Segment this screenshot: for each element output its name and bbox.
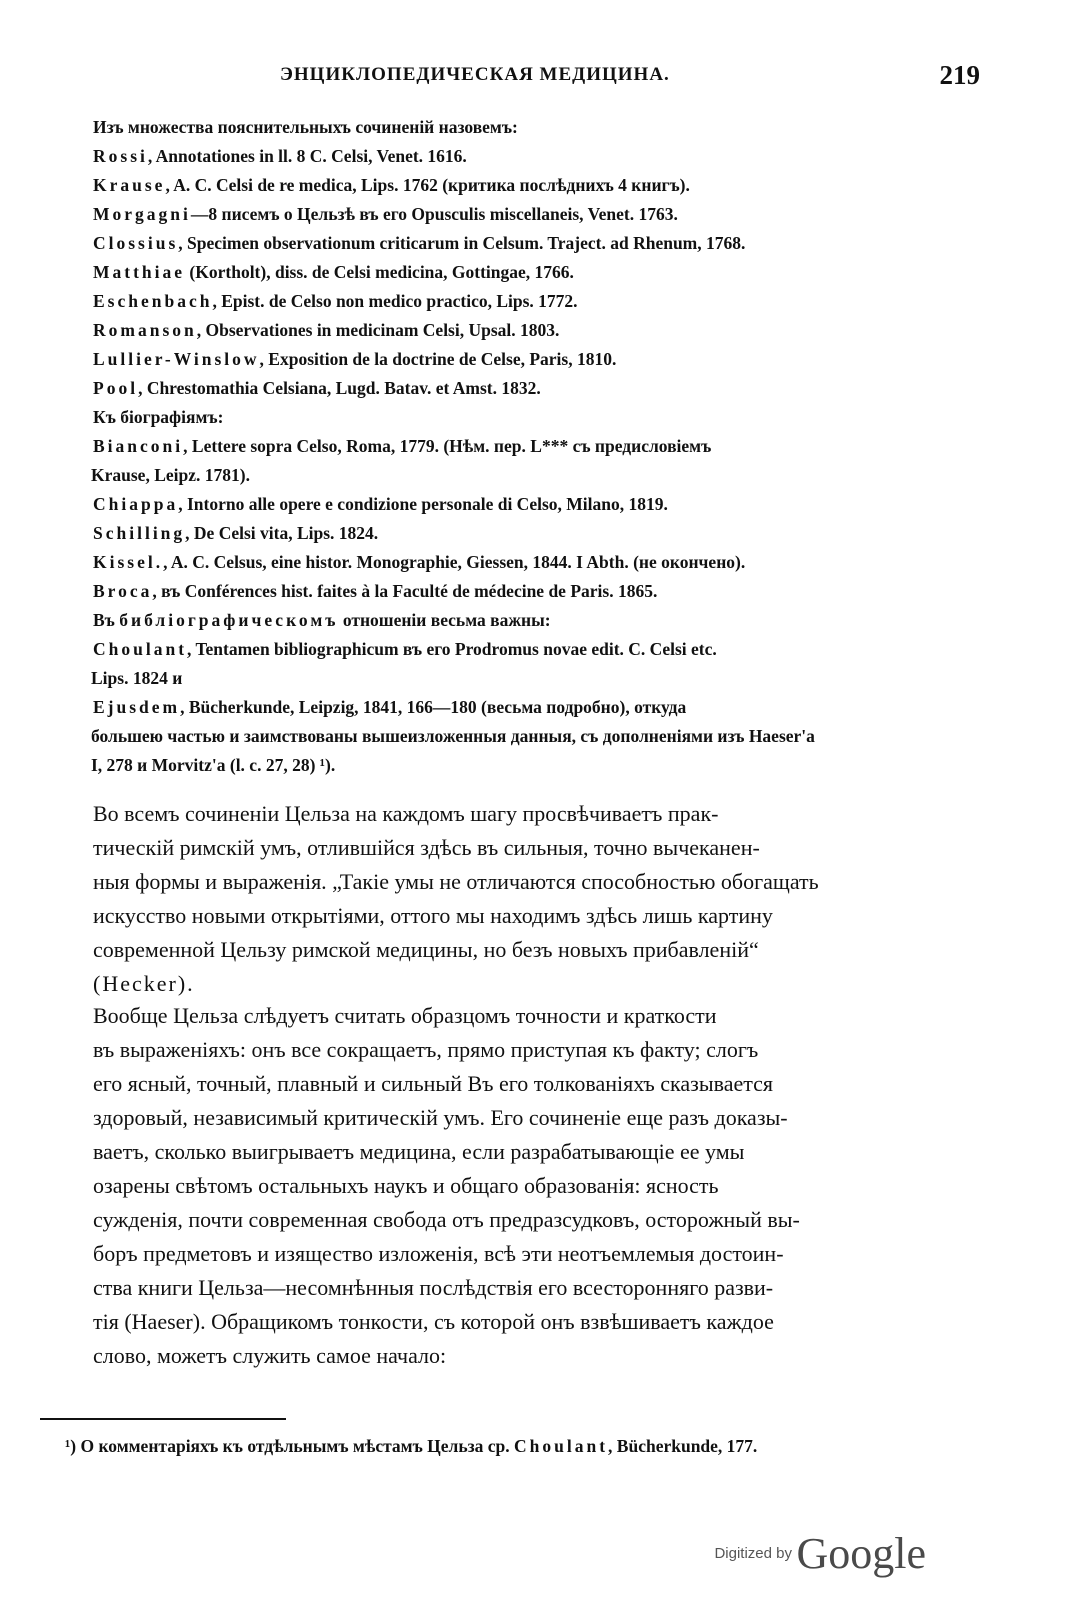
text-line: искусство новыми открытіями, оттого мы находимъ здѣсь лишь картину	[93, 903, 773, 928]
text-line: боръ предметовъ и изящество изложенія, всѣ эти неотъемлемыя достоин-	[93, 1241, 784, 1266]
bib-entry: Eschenbach, Epist. de Celso non medico practico, Lips. 1772.	[93, 291, 578, 311]
text-line: Во всемъ сочиненіи Цельза на каждомъ шагу просвѣчиваетъ прак-	[93, 801, 719, 826]
text-line: его ясный, точный, плавный и сильный Въ его толкованіяхъ сказывается	[93, 1071, 774, 1096]
bib-entry: Bianconi, Lettere sopra Celso, Roma, 1779. (Нѣм. пер. L*** съ предисловіемъ	[93, 436, 712, 456]
text-line: въ выраженіяхъ: онъ все сокращаетъ, прямо приступая къ факту; слогъ	[93, 1037, 759, 1062]
bib-entry: Matthiae (Kortholt), diss. de Celsi medicina, Gottingae, 1766.	[93, 262, 574, 282]
bib-entry: Rossi, Annotationes in ll. 8 C. Celsi, Venet. 1616.	[93, 146, 467, 166]
text-line: тія (Haeser). Обращикомъ тонкости, съ которой онъ взвѣшиваетъ каждое	[93, 1309, 774, 1334]
bib-entry: Romanson, Observationes in medicinam Celsi, Upsal. 1803.	[93, 320, 560, 340]
footnote-rule	[40, 1418, 286, 1420]
text-line: (Hecker).	[93, 971, 195, 996]
text-line: слово, можетъ служить самое начало:	[93, 1343, 447, 1368]
bib-entry-continuation: Krause, Leipz. 1781).	[91, 465, 250, 485]
bib-entry: Clossius, Specimen observationum criticarum in Celsum. Traject. ad Rhenum, 1768.	[93, 233, 746, 253]
bib-entry: Lullier-Winslow, Exposition de la doctrine de Celse, Paris, 1810.	[93, 349, 617, 369]
bib-entry: Kissel., A. C. Celsus, eine histor. Monographie, Giessen, 1844. I Abth. (не окончено).	[93, 552, 746, 572]
bibliographic-heading: Въ библіографическомъ отношеніи весьма важны:	[93, 610, 551, 630]
text-line: современной Цельзу римской медицины, но безъ новыхъ прибавленій“	[93, 937, 759, 962]
footnote-author: Choulant	[514, 1436, 609, 1456]
text-line: ства книги Цельза—несомнѣнныя послѣдствія его всесторонняго разви-	[93, 1275, 774, 1300]
running-title: ЭНЦИКЛОПЕДИЧЕСКАЯ МЕДИЦИНА.	[280, 64, 670, 85]
bib-entry: Chiappa, Intorno alle opere e condizione personale di Celso, Milano, 1819.	[93, 494, 668, 514]
google-logo: Google	[796, 1529, 926, 1578]
page-number: 219	[939, 60, 980, 90]
text-line: озарены свѣтомъ остальныхъ наукъ и общаго образованія: ясность	[93, 1173, 719, 1198]
text-line: Вообще Цельза слѣдуетъ считать образцомъ точности и краткости	[93, 1003, 717, 1028]
footnote: ¹) О комментаріяхъ къ отдѣльнымъ мѣстамъ Цельза ср. Choulant, Bücherkunde, 177.	[65, 1436, 758, 1456]
bib-entry-continuation: Lips. 1824 и	[91, 668, 183, 688]
bibliography-intro: Изъ множества пояснительныхъ сочиненій назовемъ:	[93, 117, 518, 137]
digitized-prefix: Digitized by	[714, 1545, 793, 1562]
text-line: сужденія, почти современная свобода отъ предразсудковъ, осторожный вы-	[93, 1207, 800, 1232]
bib-entry: Schilling, De Celsi vita, Lips. 1824.	[93, 523, 379, 543]
text-line: ваетъ, сколько выигрываетъ медицина, если разрабатывающіе ее умы	[93, 1139, 745, 1164]
text-line: тическій римскій умъ, отлившійся здѣсь въ сильныя, точно вычеканен-	[93, 835, 760, 860]
bib-entry-continuation: I, 278 и Morvitz'a (l. c. 27, 28) ¹).	[91, 755, 336, 775]
bib-entry: Krause, A. C. Celsi de re medica, Lips. 1762 (критика послѣднихъ 4 книгъ).	[93, 175, 690, 195]
footnote-marker: ¹)	[65, 1436, 77, 1456]
text-line: ныя формы и выраженія. „Такіе умы не отличаются способностью обогащать	[93, 869, 819, 894]
bio-heading: Къ біографіямъ:	[93, 407, 224, 427]
bib-entry: Pool, Chrestomathia Celsiana, Lugd. Batav. et Amst. 1832.	[93, 378, 541, 398]
digitized-watermark	[714, 1528, 926, 1579]
bib-entry: Choulant, Tentamen bibliographicum въ его Prodromus novae edit. C. Celsi etc.	[93, 639, 717, 659]
bib-entry: Ejusdem, Bücherkunde, Leipzig, 1841, 166—180 (весьма подробно), откуда	[93, 697, 687, 717]
bib-entry: Broca, въ Conférences hist. faites à la Faculté de médecine de Paris. 1865.	[93, 581, 658, 601]
text-line: здоровый, независимый критическій умъ. Его сочиненіе еще разъ доказы-	[93, 1105, 788, 1130]
bib-entry: Morgagni—8 писемъ о Цельзѣ въ его Opusculis miscellaneis, Venet. 1763.	[93, 204, 678, 224]
running-head	[90, 60, 980, 100]
bib-entry-continuation: большею частью и заимствованы вышеизложенныя данныя, съ дополненіями изъ Haeser'a	[91, 726, 815, 746]
